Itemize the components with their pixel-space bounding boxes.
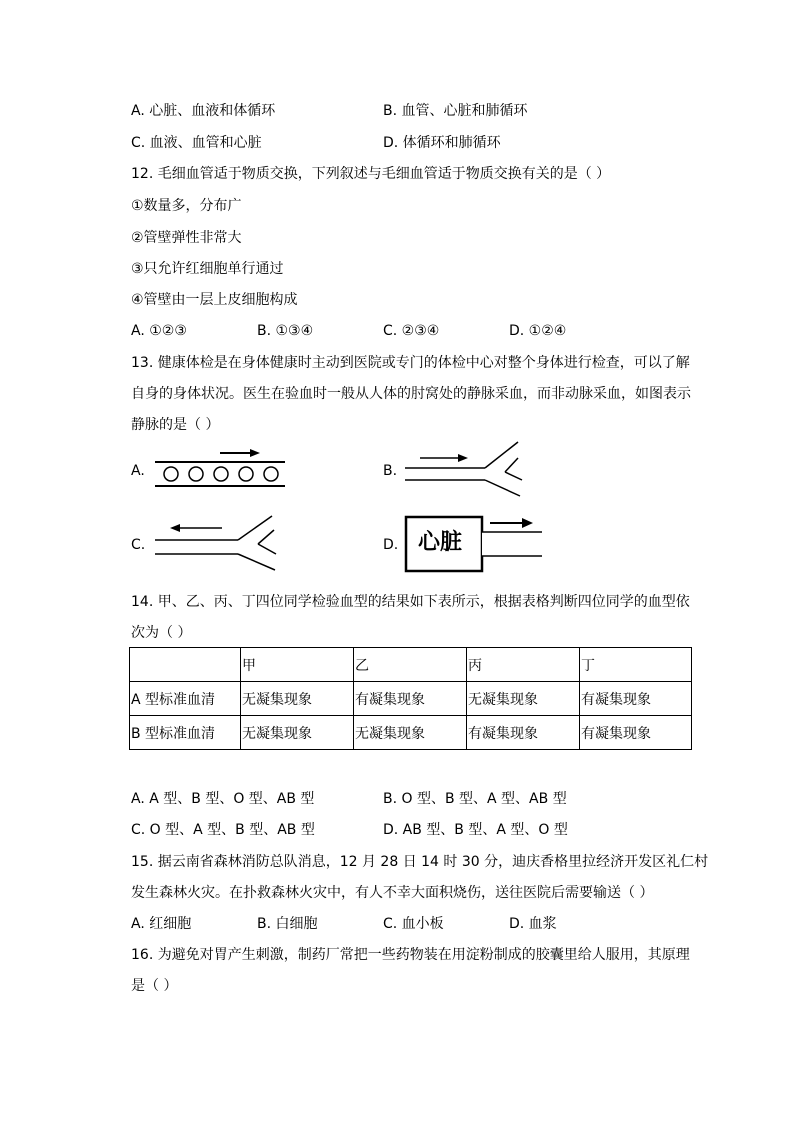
table-cell: 有凝集现象 [580,716,692,750]
q12-option-d: D. ①②④ [509,323,567,339]
q15-option-d: D. 血浆 [509,916,557,932]
table-cell: 有凝集现象 [467,716,580,750]
q12-option-c: C. ②③④ [383,323,440,339]
q16-stem-line-1: 16. 为避免对胃产生刺激，制药厂常把一些药物装在用淀粉制成的胶囊里给人服用，其原理 [131,947,690,963]
q13-figure-a-label: A. [131,463,145,479]
table-header-cell: 甲 [241,648,354,682]
q12-option-b: B. ①③④ [257,323,314,339]
q13-stem-line-3: 静脉的是（ ） [131,417,220,433]
q15-stem-line-1: 15. 据云南省森林消防总队消息，12 月 28 日 14 时 30 分，迪庆香格里拉经济开发区礼仁村 [131,854,709,870]
table-header-cell: 丁 [580,648,692,682]
q12-statement-4: ④管壁由一层上皮细胞构成 [131,292,298,308]
q15-option-c: C. 血小板 [383,916,444,932]
q11-option-b: B. 血管、心脏和肺循环 [383,103,528,119]
q13-stem-line-2: 自身的身体状况。医生在验血时一般从人体的肘窝处的静脉采血，而非动脉采血，如图表示 [131,386,691,402]
q14-option-a: A. A 型、B 型、O 型、AB 型 [131,791,315,807]
q12-stem: 12. 毛细血管适于物质交换，下列叙述与毛细血管适于物质交换有关的是（ ） [131,166,611,182]
q14-stem-line-1: 14. 甲、乙、丙、丁四位同学检验血型的结果如下表所示，根据表格判断四位同学的血型依 [131,594,690,610]
table-header-cell: 乙 [354,648,467,682]
q12-option-a: A. ①②③ [131,323,187,339]
table-cell: 无凝集现象 [241,716,354,750]
q14-stem-line-2: 次为（ ） [131,625,192,641]
q15-option-b: B. 白细胞 [257,916,318,932]
table-header-cell: 丙 [467,648,580,682]
q14-option-d: D. AB 型、B 型、A 型、O 型 [383,822,568,838]
q11-option-c: C. 血液、血管和心脏 [131,135,262,151]
q13-heart-label: 心脏 [417,530,462,555]
table-row [130,682,692,716]
q11-option-d: D. 体循环和肺循环 [383,135,501,151]
q15-option-a: A. 红细胞 [131,916,192,932]
table-cell: 无凝集现象 [354,716,467,750]
q13-figure-c-label: C. [131,537,146,553]
table-cell: 有凝集现象 [354,682,467,716]
table-header-cell [130,648,241,682]
table-cell: 无凝集现象 [467,682,580,716]
q13-figure-b-label: B. [383,463,398,479]
q11-option-a: A. 心脏、血液和体循环 [131,103,276,119]
table-cell: A 型标准血清 [130,682,241,716]
q12-statement-2: ②管壁弹性非常大 [131,230,242,246]
q12-statement-3: ③只允许红细胞单行通过 [131,261,284,277]
q12-statement-1: ①数量多，分布广 [131,198,242,214]
q13-figure-b-vessel [400,440,530,500]
q13-figure-a-capillary [150,448,290,490]
q14-option-b: B. O 型、B 型、A 型、AB 型 [383,791,567,807]
blood-type-table [129,647,692,750]
q14-option-c: C. O 型、A 型、B 型、AB 型 [131,822,315,838]
table-cell: 有凝集现象 [580,682,692,716]
q13-figure-c-vessel [150,512,285,574]
table-cell: B 型标准血清 [130,716,241,750]
q16-stem-line-2: 是（ ） [131,978,178,994]
table-cell: 无凝集现象 [241,682,354,716]
table-row [130,716,692,750]
q13-figure-d-label: D. [383,537,399,553]
q13-stem-line-1: 13. 健康体检是在身体健康时主动到医院或专门的体检中心对整个身体进行检查，可以了解 [131,355,690,371]
q15-stem-line-2: 发生森林火灾。在扑救森林火灾中，有人不幸大面积烧伤，送往医院后需要输送（ ） [131,885,654,901]
table-header-row [130,648,692,682]
